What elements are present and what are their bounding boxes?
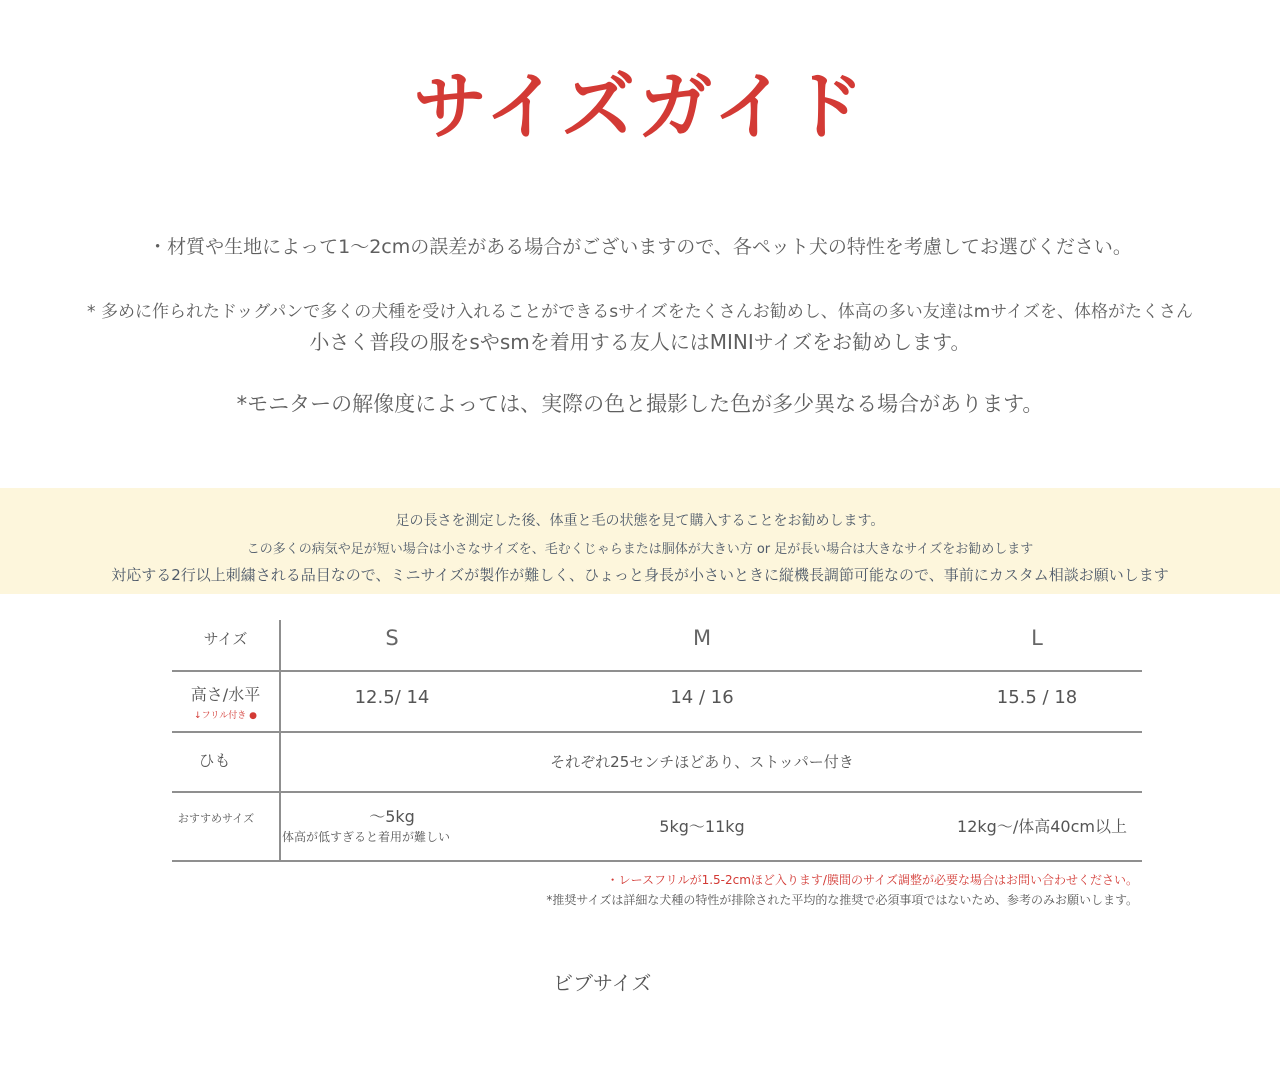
table-divider (172, 791, 1142, 793)
recommend-s-value: ～5kg (369, 807, 415, 826)
recommend-m-value: 5kg～11kg (659, 817, 745, 836)
table-divider (172, 860, 1142, 862)
advice-band (0, 488, 1280, 594)
frill-sublabel (172, 708, 279, 721)
height-l-value: 15.5 / 18 (996, 687, 1078, 708)
height-m-value: 14 / 16 (670, 687, 734, 708)
table-divider (172, 670, 1142, 672)
header-size-m: M (692, 626, 712, 650)
advice-line-3: 対応する2行以上刺繍される品目なので、ミニサイズが製作が難しく、ひょっと身長が小さいときに縦機長調節可能なので、事前にカスタム相談お願いします (111, 566, 1169, 584)
recommend-l-value: 12kg～/体高40cm以上 (957, 817, 1127, 836)
bib-size-heading: ビブサイズ (553, 971, 652, 995)
red-dot-icon: ● (249, 711, 257, 721)
height-row-label: 高さ/水平 (190, 685, 261, 704)
recommendation-disclaimer: *推奨サイズは詳細な犬種の特性が排除された平均的な推奨で必須事項ではないため、参考のみお願いします。 (546, 893, 1138, 907)
recommend-row-label: おすすめサイズ (177, 812, 255, 825)
table-divider-vertical (279, 620, 281, 862)
strap-row-label: ひも (198, 751, 231, 770)
strap-value: それぞれ25センチほどあり、ストッパー付き (550, 753, 854, 771)
header-size-label: サイズ (203, 630, 248, 648)
size-table (172, 620, 1142, 862)
page-title: サイズガイド (413, 64, 867, 150)
size-recommendation-note-line2: 小さく普段の服をsやsmを着用する友人にはMINIサイズをお勧めします。 (309, 330, 971, 354)
advice-line-1: 足の長さを測定した後、体重と毛の状態を見て購入することをお勧めします。 (395, 513, 885, 529)
advice-line-2: この多くの病気や足が短い場合は小さなサイズを、毛むくじゃらまたは胴体が大きい方 or 足が長い場合は大きなサイズをお勧めします (246, 542, 1034, 557)
table-divider (172, 731, 1142, 733)
frill-sublabel-text: ↓フリル付き (194, 711, 247, 721)
height-s-value: 12.5/ 14 (354, 687, 430, 708)
header-size-s: S (385, 626, 399, 650)
size-recommendation-note-line1: * 多めに作られたドッグパンで多くの犬種を受け入れることができるsサイズをたくさんお勧めし、体高の多い友達はmサイズを、体格がたくさん (87, 302, 1193, 322)
frill-footnote: ・レースフリルが1.5-2cmほど入ります/膜間のサイズ調整が必要な場合はお問い合わせください。 (606, 873, 1138, 887)
monitor-color-note: *モニターの解像度によっては、実際の色と撮影した色が多少異なる場合があります。 (236, 392, 1044, 416)
header-size-l: L (1031, 626, 1043, 650)
material-note: ・材質や生地によって1～2cmの誤差がある場合がございますので、各ペット犬の特性を考慮してお選びください。 (148, 236, 1132, 258)
recommend-s-note: 体高が低すぎると着用が難しい (282, 830, 451, 844)
